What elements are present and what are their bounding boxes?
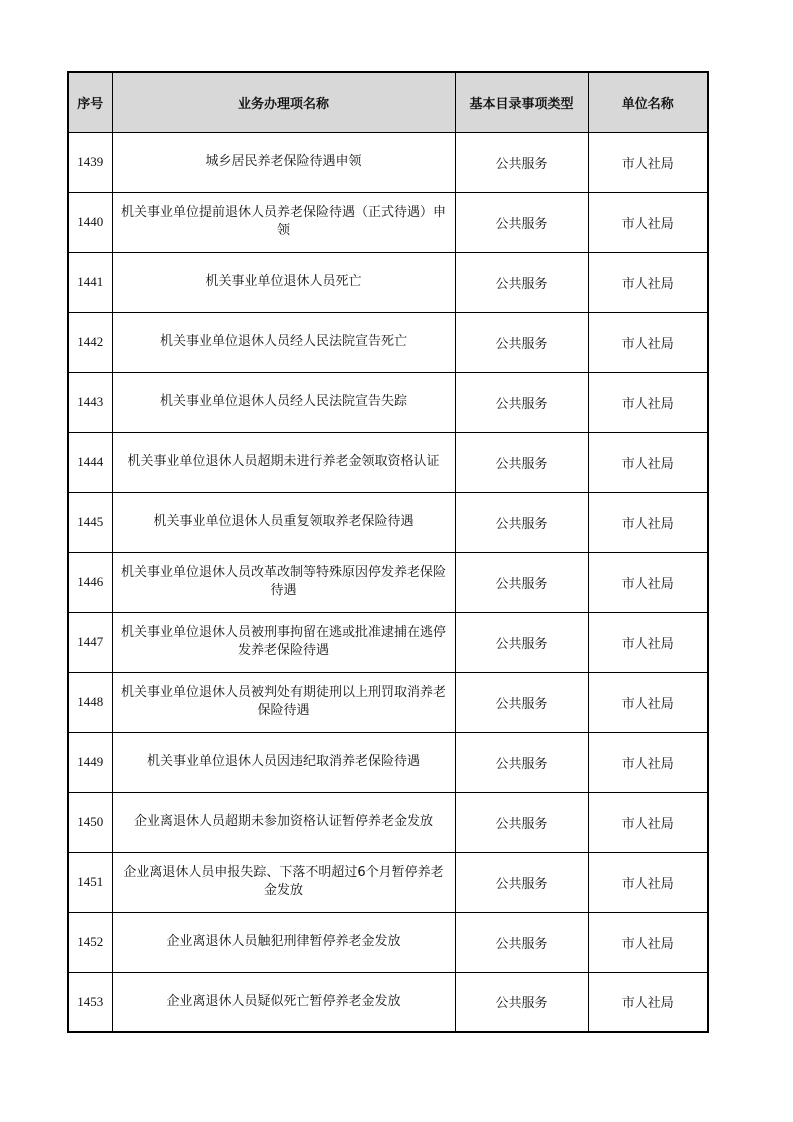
row-item-type: 公共服务 [455,792,588,852]
row-unit-name: 市人社局 [588,792,708,852]
row-index: 1443 [68,372,112,432]
row-index: 1441 [68,252,112,312]
header-item-type: 基本目录事项类型 [455,72,588,132]
table-row [68,972,708,1032]
table-row [68,612,708,672]
row-item-name: 机关事业单位退休人员经人民法院宣告死亡 [112,312,455,372]
table-body [68,132,708,1032]
row-item-name: 机关事业单位退休人员经人民法院宣告失踪 [112,372,455,432]
row-index: 1440 [68,192,112,252]
row-item-name: 机关事业单位提前退休人员养老保险待遇（正式待遇）申领 [112,192,455,252]
row-item-type: 公共服务 [455,672,588,732]
row-index: 1444 [68,432,112,492]
row-unit-name: 市人社局 [588,252,708,312]
table-row [68,792,708,852]
table-row [68,252,708,312]
row-unit-name: 市人社局 [588,612,708,672]
row-index: 1447 [68,612,112,672]
header-item-name: 业务办理项名称 [112,72,455,132]
row-item-type: 公共服务 [455,432,588,492]
service-items-table-container [67,71,707,1033]
row-item-name: 企业离退休人员超期未参加资格认证暂停养老金发放 [112,792,455,852]
table-row [68,192,708,252]
row-item-name: 机关事业单位退休人员被刑事拘留在逃或批准逮捕在逃停发养老保险待遇 [112,612,455,672]
row-item-type: 公共服务 [455,612,588,672]
row-item-name: 机关事业单位退休人员因违纪取消养老保险待遇 [112,732,455,792]
row-item-type: 公共服务 [455,732,588,792]
table-row [68,852,708,912]
row-unit-name: 市人社局 [588,432,708,492]
row-item-type: 公共服务 [455,132,588,192]
table-row [68,552,708,612]
row-item-name: 机关事业单位退休人员死亡 [112,252,455,312]
row-index: 1453 [68,972,112,1032]
row-unit-name: 市人社局 [588,672,708,732]
row-index: 1450 [68,792,112,852]
row-unit-name: 市人社局 [588,132,708,192]
row-index: 1451 [68,852,112,912]
row-item-type: 公共服务 [455,372,588,432]
row-unit-name: 市人社局 [588,912,708,972]
row-item-name: 企业离退休人员触犯刑律暂停养老金发放 [112,912,455,972]
row-index: 1446 [68,552,112,612]
row-unit-name: 市人社局 [588,852,708,912]
table-row [68,672,708,732]
table-row [68,312,708,372]
header-row [68,72,708,132]
row-unit-name: 市人社局 [588,492,708,552]
row-unit-name: 市人社局 [588,372,708,432]
row-item-type: 公共服务 [455,492,588,552]
row-item-type: 公共服务 [455,912,588,972]
row-item-type: 公共服务 [455,552,588,612]
service-items-table [67,71,709,1033]
row-item-name: 城乡居民养老保险待遇申领 [112,132,455,192]
row-index: 1449 [68,732,112,792]
header-unit-name: 单位名称 [588,72,708,132]
table-row [68,372,708,432]
row-item-type: 公共服务 [455,972,588,1032]
row-item-name: 企业离退休人员申报失踪、下落不明超过6个月暂停养老金发放 [112,852,455,912]
table-row [68,132,708,192]
row-item-name: 企业离退休人员疑似死亡暂停养老金发放 [112,972,455,1032]
row-item-type: 公共服务 [455,852,588,912]
table-row [68,732,708,792]
row-item-name: 机关事业单位退休人员改革改制等特殊原因停发养老保险待遇 [112,552,455,612]
row-item-name: 机关事业单位退休人员被判处有期徒刑以上刑罚取消养老保险待遇 [112,672,455,732]
table-header [68,72,708,132]
row-index: 1448 [68,672,112,732]
row-unit-name: 市人社局 [588,552,708,612]
row-item-name: 机关事业单位退休人员超期未进行养老金领取资格认证 [112,432,455,492]
table-row [68,432,708,492]
row-index: 1439 [68,132,112,192]
row-index: 1442 [68,312,112,372]
row-unit-name: 市人社局 [588,732,708,792]
row-unit-name: 市人社局 [588,192,708,252]
row-index: 1452 [68,912,112,972]
row-item-type: 公共服务 [455,252,588,312]
row-unit-name: 市人社局 [588,972,708,1032]
row-unit-name: 市人社局 [588,312,708,372]
table-row [68,912,708,972]
row-index: 1445 [68,492,112,552]
row-item-name: 机关事业单位退休人员重复领取养老保险待遇 [112,492,455,552]
row-item-type: 公共服务 [455,192,588,252]
table-row [68,492,708,552]
header-index: 序号 [68,72,112,132]
row-item-type: 公共服务 [455,312,588,372]
